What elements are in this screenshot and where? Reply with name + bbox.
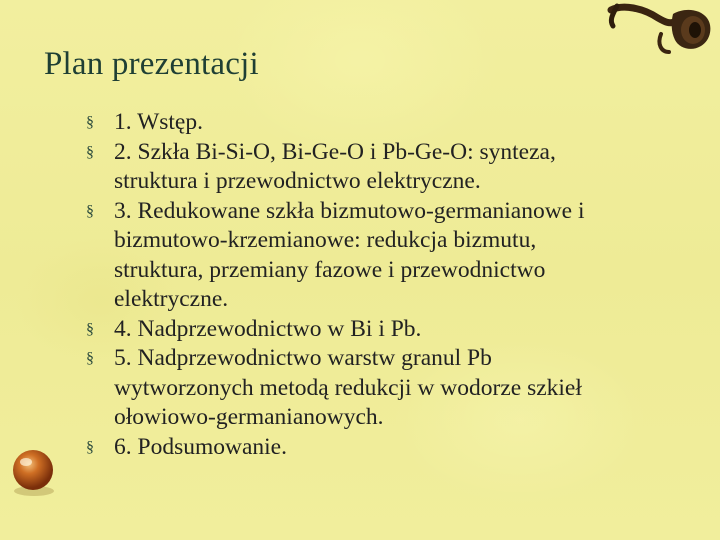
list-item [86,315,686,345]
list-item-line: 3. Redukowane szkła bizmutowo-germanianowe i [114,197,585,224]
bullet-icon: § [86,143,94,161]
list-item-line: bizmutowo-krzemianowe: redukcja bizmutu, [114,227,537,253]
list-item-line: elektryczne. [114,286,229,312]
list-item [86,138,686,197]
list-item-line: ołowiowo-germanianowych. [114,404,384,430]
list-item-line: struktura, przemiany fazowe i przewodnictwo [114,256,546,283]
list-item-line: 4. Nadprzewodnictwo w Bi i Pb. [114,315,422,342]
bullet-icon: § [86,350,94,367]
bullet-icon: § [86,320,94,338]
list-item [86,197,686,315]
bullet-icon: § [86,202,94,220]
list-item [86,108,686,138]
list-item-line: struktura i przewodnictwo elektryczne. [114,168,481,194]
bullet-icon: § [86,438,94,456]
bullet-icon: § [86,114,94,131]
list-item-line: 6. Podsumowanie. [114,433,287,460]
list-item [86,344,686,433]
marble-icon [8,447,58,497]
agenda-list [86,108,686,462]
list-item-line: 1. Wstęp. [114,109,203,135]
list-item-line: 2. Szkła Bi-Si-O, Bi-Ge-O i Pb-Ge-O: synteza, [114,138,556,165]
list-item-line: 5. Nadprzewodnictwo warstw granul Pb [114,345,492,371]
horn-icon [603,0,715,60]
slide-title: Plan prezentacji [44,46,259,82]
list-item-line: wytworzonych metodą redukcji w wodorze szkieł [114,374,582,401]
list-item [86,433,686,463]
